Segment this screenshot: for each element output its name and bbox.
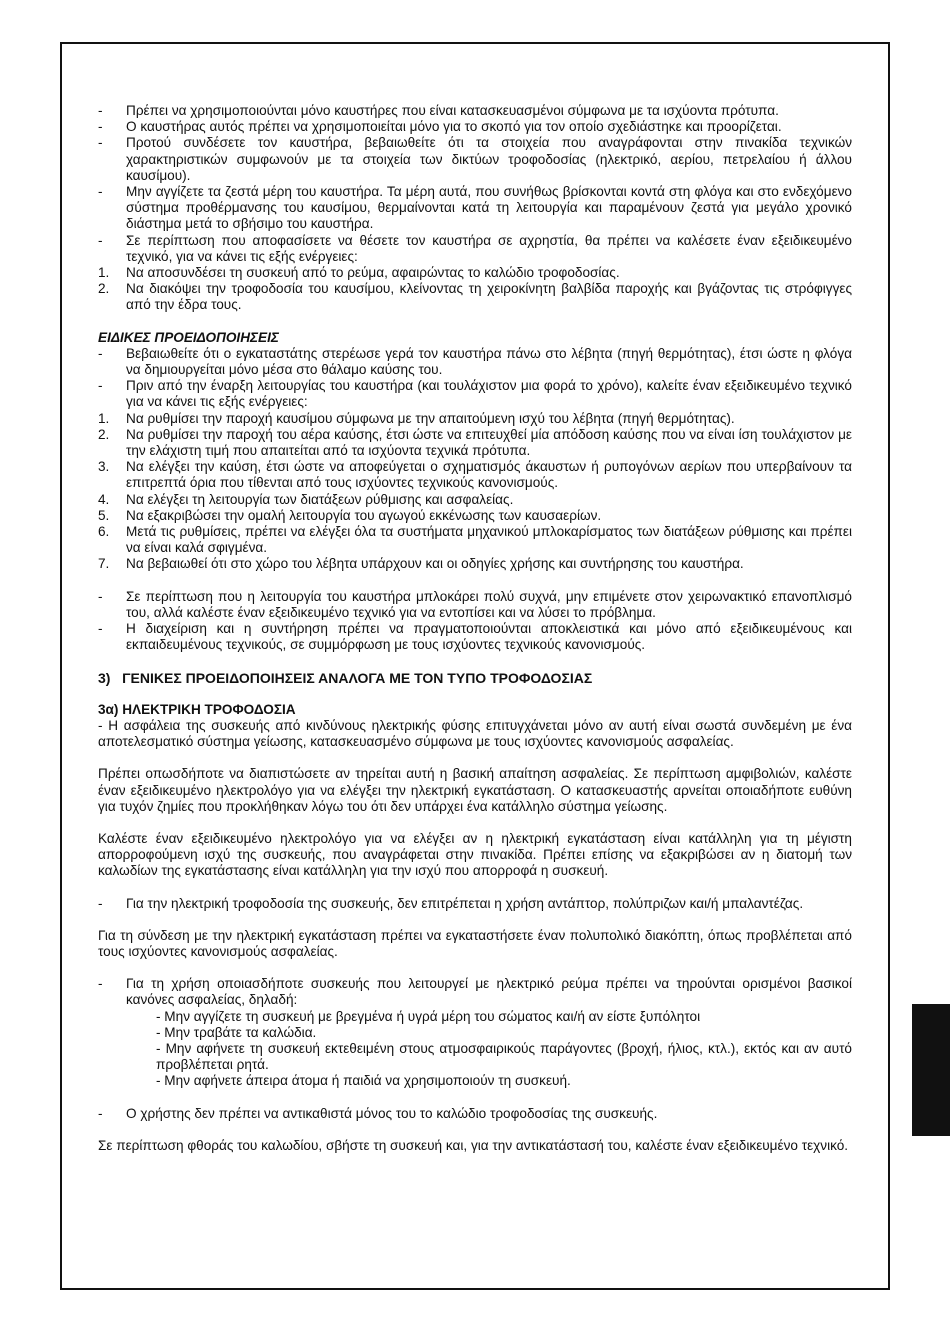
section-tab-marker bbox=[912, 1004, 950, 1136]
electrician-check-paragraph: Καλέστε έναν εξειδικευμένο ηλεκτρολόγο για να ελέγξει αν η ηλεκτρική εγκατάσταση είναι κατάλληλη για τη μέγιστη απορροφούμενη ισχύ της συσκευής, που αναγράφεται στην πινακίδα. Πρέπει επίσης να εξακριβώσει αν η διατομή των καλωδίων της εγκατάστασης είναι κατάλληλη για την ισχύ που απορροφά η συσκευή. bbox=[98, 830, 852, 879]
list-item: - Σε περίπτωση που η λειτουργία του καυστήρα μπλοκάρει πολύ συχνά, μην επιμένετε στον χειρωνακτικό επανοπλισμό του, αλλά καλέστε έναν εξειδικευμένο τεχνικό για να εντοπίσει και να λύσει το πρόβλημα. bbox=[98, 588, 852, 620]
list-item: - Μην τραβάτε τα καλώδια. bbox=[156, 1024, 317, 1040]
safety-rules-list bbox=[98, 1009, 852, 1090]
adapter-warning-item: - Για την ηλεκτρική τροφοδοσία της συσκευής, δεν επιτρέπεται η χρήση αντάπτορ, πολύπριζων και/ή μπαλαντέζας. bbox=[98, 895, 804, 911]
list-item: - Μην αφήνετε άπειρα άτομα ή παιδιά να χρησιμοποιούν τη συσκευή. bbox=[156, 1073, 571, 1089]
list-item: - Βεβαιωθείτε ότι ο εγκαταστάτης στερέωσε γερά τον καυστήρα πάνω στο λέβητα (πηγή θερμότητας), έτσι ώστε η φλόγα να δημιουργείται μόνο μέσα στο θάλαμο καύσης του. bbox=[98, 345, 852, 378]
section-3-heading: 3) ΓΕΝΙΚΕΣ ΠΡΟΕΙΔΟΠΟΙΗΣΕΙΣ ΑΝΑΛΟΓΑ ΜΕ ΤΟΝ ΤΥΠΟ ΤΡΟΦΟΔΟΣΙΑΣ bbox=[98, 669, 593, 686]
cable-damage-paragraph: Σε περίπτωση φθοράς του καλωδίου, σβήστε τη συσκευή και, για την αντικατάστασή του, καλέστε έναν εξειδικευμένο τεχνικό. bbox=[98, 1137, 849, 1153]
list-item: 2. Να ρυθμίσει την παροχή του αέρα καύσης, έτσι ώστε να επιτευχθεί μία απόδοση καύσης που να είναι ίση τουλάχιστον με την ελάχιστη τιμή που απαιτείται από τα ισχύοντα τεχνικά πρότυπα. bbox=[98, 426, 852, 459]
switch-paragraph: Για τη σύνδεση με την ηλεκτρική εγκατάσταση πρέπει να εγκαταστήσετε έναν πολυπολικό διακόπτη, όπως προβλέπεται από τους ισχύοντες κανονισμούς ασφαλείας. bbox=[98, 927, 852, 959]
list-item: 3. Να ελέγξει την καύση, έτσι ώστε να αποφεύγεται ο σχηματισμός άκαυστων ή ρυπογόνων αερίων που υπερβαίνουν τα επιτρεπτά όρια που τίθενται από τους ισχύοντες τεχνικούς κανονισμούς. bbox=[98, 459, 852, 491]
document-body bbox=[98, 103, 852, 1154]
list-item: 6. Μετά τις ρυθμίσεις, πρέπει να ελέγξει όλα τα συστήματα μηχανικού μπλοκαρίσματος των διατάξεων ρύθμισης και πρέπει να είναι καλά σφιγμένα. bbox=[98, 524, 852, 556]
list-item: 1. Να αποσυνδέσει τη συσκευή από το ρεύμα, αφαιρώντας το καλώδιο τροφοδοσίας. bbox=[98, 265, 620, 281]
list-item: - Μην αφήνετε τη συσκευή εκτεθειμένη στους ατμοσφαιρικούς παράγοντες (βροχή, ήλιος, κτλ.), εκτός και αν αυτό προβλέπεται ρητά. bbox=[156, 1040, 852, 1073]
list-item: - Σε περίπτωση που αποφασίσετε να θέσετε τον καυστήρα σε αχρηστία, θα πρέπει να καλέσετε έναν εξειδικευμένο τεχνικό, για να κάνει τις εξής ενέργειες: bbox=[98, 232, 852, 264]
grounding-paragraph: - Η ασφάλεια της συσκευής από κινδύνους ηλεκτρικής φύσης επιτυγχάνεται μόνο αν αυτή είναι σωστά συνδεμένη με ένα αποτελεσματικό σύστημα γείωσης, κατασκευασμένο σύμφωνα με τους ισχύοντες κανονισμούς ασφαλείας. bbox=[98, 717, 852, 750]
list-item: - Πρέπει να χρησιμοποιούνται μόνο καυστήρες που είναι κατασκευασμένοι σύμφωνα με τα ισχύοντα πρότυπα. bbox=[98, 103, 779, 118]
list-item: 4. Να ελέγξει τη λειτουργία των διατάξεων ρύθμισης και ασφαλείας. bbox=[98, 491, 514, 507]
general-warnings-list bbox=[98, 103, 852, 314]
safety-check-paragraph: Πρέπει οπωσδήποτε να διαπιστώσετε αν τηρείται αυτή η βασική απαίτηση ασφαλείας. Σε περίπτωση αμφιβολιών, καλέστε έναν εξειδικευμένο ηλεκτρολόγο για να ελέγξει την ηλεκτρική εγκατάσταση. Ο κατασκευαστής αρνείται οποιαδήποτε ευθύνη για τυχόν ζημίες που προκλήθηκαν λόγω του ότι δεν υπάρχει ένα κατάλληλο σύστημα γείωσης. bbox=[98, 766, 852, 814]
maintenance-warnings-list bbox=[98, 589, 852, 654]
special-warnings-heading: ΕΙΔΙΚΕΣ ΠΡΟΕΙΔΟΠΟΙΗΣΕΙΣ bbox=[98, 329, 279, 345]
list-item: - Μην αγγίζετε τα ζεστά μέρη του καυστήρα. Τα μέρη αυτά, που συνήθως βρίσκονται κοντά στη φλόγα και στο ενδεχόμενο σύστημα προθέρμανσης του καυσίμου, θερμαίνονται κατά τη λειτουργία και παραμένουν ζεστά για μεγάλο χρονικό διάστημα μετά το σβήσιμο του καυστήρα. bbox=[98, 184, 852, 232]
subsection-3a-heading: 3α) ΗΛΕΚΤΡΙΚΗ ΤΡΟΦΟΔΟΣΙΑ bbox=[98, 701, 296, 717]
list-item: - Προτού συνδέσετε τον καυστήρα, βεβαιωθείτε ότι τα στοιχεία που αναγράφονται στην πινακίδα τεχνικών χαρακτηριστικών συμφωνούν με τα στοιχεία των δικτύων τροφοδοσίας (ηλεκτρικό, αερίου, πετρελαίου ή άλλου καυσίμου). bbox=[98, 135, 852, 183]
special-warnings-list bbox=[98, 346, 852, 573]
list-item: - Πριν από την έναρξη λειτουργίας του καυστήρα (και τουλάχιστον μια φορά το χρόνο), καλείτε έναν εξειδικευμένο τεχνικό για να κάνει τις εξής ενέργειες: bbox=[98, 378, 852, 410]
cable-warning-item: - Ο χρήστης δεν πρέπει να αντικαθιστά μόνος του το καλώδιο τροφοδοσίας της συσκευής. bbox=[98, 1105, 658, 1121]
list-item: 5. Να εξακριβώσει την ομαλή λειτουργία του αγωγού εκκένωσης των καυσαερίων. bbox=[98, 507, 602, 523]
list-item: - Η διαχείριση και η συντήρηση πρέπει να πραγματοποιούνται αποκλειστικά και μόνο από εξειδικευμένους και εκπαιδευμένους τεχνικούς, σε συμμόρφωση με τους ισχύοντες τεχνικούς κανονισμούς. bbox=[98, 621, 852, 653]
list-item: - Μην αγγίζετε τη συσκευή με βρεγμένα ή υγρά μέρη του σώματος και/ή αν είστε ξυπόλητοι bbox=[156, 1008, 701, 1024]
list-item: 2. Να διακόψει την τροφοδοσία του καυσίμου, κλείνοντας τη χειροκίνητη βαλβίδα παροχής και βγάζοντας τις στρόφιγγες από την έδρα τους. bbox=[98, 281, 852, 313]
list-item: 1. Να ρυθμίσει την παροχή καυσίμου σύμφωνα με την απαιτούμενη ισχύ του λέβητα (πηγή θερμότητας). bbox=[98, 410, 735, 426]
safety-rules-item: - Για τη χρήση οποιασδήποτε συσκευής που λειτουργεί με ηλεκτρικό ρεύμα πρέπει να τηρούνται ορισμένοι βασικοί κανόνες ασφαλείας, δηλαδή: bbox=[98, 976, 852, 1008]
list-item: 7. Να βεβαιωθεί ότι στο χώρο του λέβητα υπάρχουν και οι οδηγίες χρήσης και συντήρησης του καυστήρα. bbox=[98, 556, 744, 572]
list-item: - Ο καυστήρας αυτός πρέπει να χρησιμοποιείται μόνο για το σκοπό για τον οποίο σχεδιάστηκε και προορίζεται. bbox=[98, 119, 782, 135]
